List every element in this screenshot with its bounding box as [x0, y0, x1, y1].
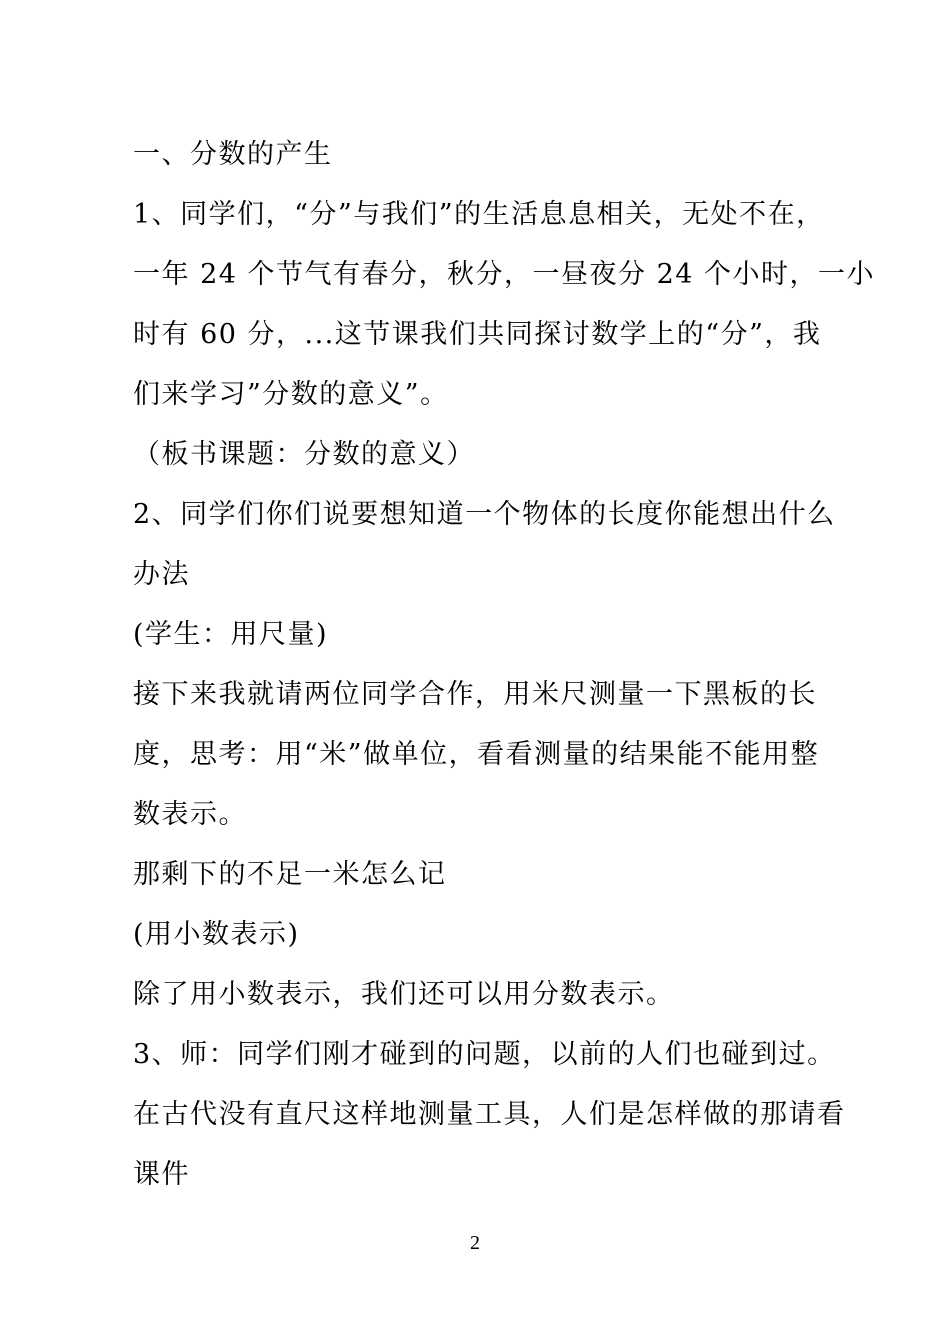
paragraph-line: 时有 60 分，...这节课我们共同探讨数学上的“分”，我 [133, 319, 822, 350]
paragraph-line: 那剩下的不足一米怎么记 [133, 859, 447, 890]
paragraph-line: 2、同学们你们说要想知道一个物体的长度你能想出什么 [133, 499, 836, 530]
paragraph-line: 办法 [133, 559, 190, 590]
page-number: 2 [470, 1232, 480, 1254]
paragraph-line: 除了用小数表示，我们还可以用分数表示。 [133, 979, 675, 1010]
paragraph-line: 1、同学们，“分”与我们”的生活息息相关，无处不在， [133, 199, 825, 230]
paragraph-line: 度，思考：用“米”做单位，看看测量的结果能不能用整 [133, 739, 820, 770]
paragraph-line: （板书课题：分数的意义） [133, 439, 475, 470]
paragraph-line: (用小数表示) [133, 919, 300, 950]
paragraph-line: 们来学习”分数的意义”。 [133, 379, 449, 410]
paragraph-line: 在古代没有直尺这样地测量工具，人们是怎样做的那请看 [133, 1099, 846, 1130]
paragraph-line: 数表示。 [133, 799, 247, 830]
paragraph-line: (学生：用尺量) [133, 619, 329, 650]
paragraph-line: 3、师：同学们刚才碰到的问题，以前的人们也碰到过。 [133, 1039, 836, 1070]
paragraph-line: 课件 [133, 1159, 190, 1190]
section-heading: 一、分数的产生 [133, 139, 333, 170]
paragraph-line: 一年 24 个节气有春分，秋分，一昼夜分 24 个小时，一小 [133, 259, 876, 290]
paragraph-line: 接下来我就请两位同学合作，用米尺测量一下黑板的长 [133, 679, 817, 710]
